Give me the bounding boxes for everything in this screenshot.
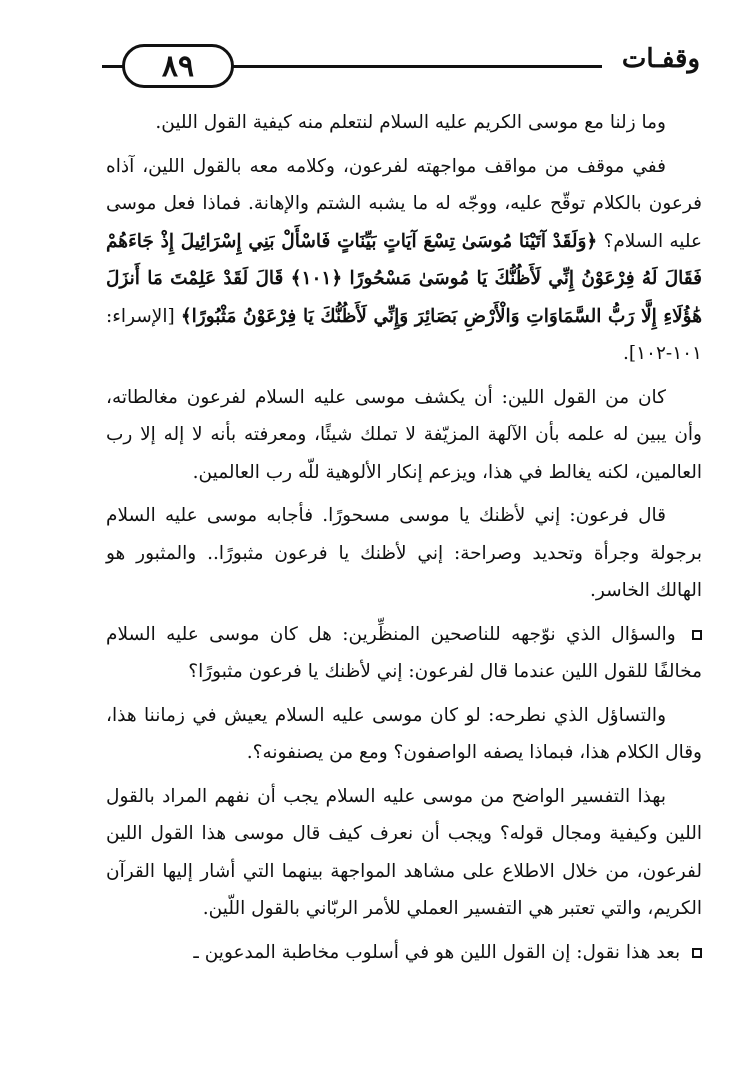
page-body [106,104,702,977]
verse-reference: [الإسراء: ١٠١-١٠٢]. [106,305,702,364]
page-number: ٨٩ [161,48,195,84]
paragraph-8-text: بعد هذا نقول: إن القول اللين هو في أسلوب مخاطبة المدعوين ـ [193,941,681,963]
paragraph-5 [106,616,702,691]
paragraph-3: كان من القول اللين: أن يكشف موسى عليه السلام لفرعون مغالطاته، وأن يبين له علمه بأن الآلهة المزيّفة لا تملك شيئًا، ومعرفته بأنه لا إله إلا رب العالمين، لكنه يغالط في هذا، ويزعم إنكار الألوهية للّه رب العالمين. [106,386,702,483]
paragraph-7: بهذا التفسير الواضح من موسى عليه السلام يجب أن نفهم المراد بالقول اللين وكيفية ومجال قوله؟ ويجب أن نعرف كيف قال موسى هذا القول اللين لفرعون، من خلال الاطلاع على مشاهد المواجهة بينهما التي أشار إليها القرآن الكريم، والتي تعتبر هي التفسير العملي للأمر الربّاني بالقول اللّين. [106,785,702,919]
header-rule [232,65,602,68]
running-title: وقفـات [621,44,700,74]
page-number-badge [122,44,234,88]
square-bullet-icon [692,948,702,958]
paragraph-4: قال فرعون: إني لأظنك يا موسى مسحورًا. فأجابه موسى عليه السلام برجولة وجرأة وتحديد وصراحة: إني لأظنك يا فرعون مثبورًا.. والمثبور هو الهالك الخاسر. [106,505,702,601]
paragraph-1: وما زلنا مع موسى الكريم عليه السلام لنتعلم منه كيفية القول اللين. [155,112,666,133]
paragraph-8 [106,934,702,972]
paragraph-2 [106,148,702,373]
quran-verse: ﴿وَلَقَدْ آتَيْنَا مُوسَىٰ تِسْعَ آيَاتٍ بَيِّنَاتٍ فَاسْأَلْ بَنِي إِسْرَائِيلَ إِذْ جَاءَهُمْ فَقَالَ لَهُ فِرْعَوْنُ إِنِّي لَأَظُنُّكَ يَا مُوسَىٰ مَسْحُورًا ﴿١٠١﴾ قَالَ لَقَدْ عَلِمْتَ مَا أَنزَلَ هَٰؤُلَاءِ إِلَّا رَبُّ السَّمَاوَاتِ وَالْأَرْضِ بَصَائِرَ وَإِنِّي لَأَظُنُّكَ يَا فِرْعَوْنُ مَثْبُورًا﴾ [106,230,703,327]
paragraph-6: والتساؤل الذي نطرحه: لو كان موسى عليه السلام يعيش في زماننا هذا، وقال الكلام هذا، فبماذا يصفه الواصفون؟ ومع من يصنفونه؟. [106,704,702,763]
square-bullet-icon [692,630,702,640]
paragraph-5-text: والسؤال الذي نوّجهه للناصحين المنظِّرين: هل كان موسى عليه السلام مخالفًا للقول اللين عندما قال لفرعون: إني لأظنك يا فرعون مثبورًا؟ [106,623,702,682]
page-header [60,38,700,98]
header-rule-left [102,65,124,68]
paragraph-2-intro: ففي موقف من مواقف مواجهته لفرعون، وكلامه معه بالقول اللين، آذاه فرعون بالكلام توقّح عليه، ووجّه له ما يشبه الشتم والإهانة. فماذا فعل موسى عليه السلام؟ [106,155,702,252]
